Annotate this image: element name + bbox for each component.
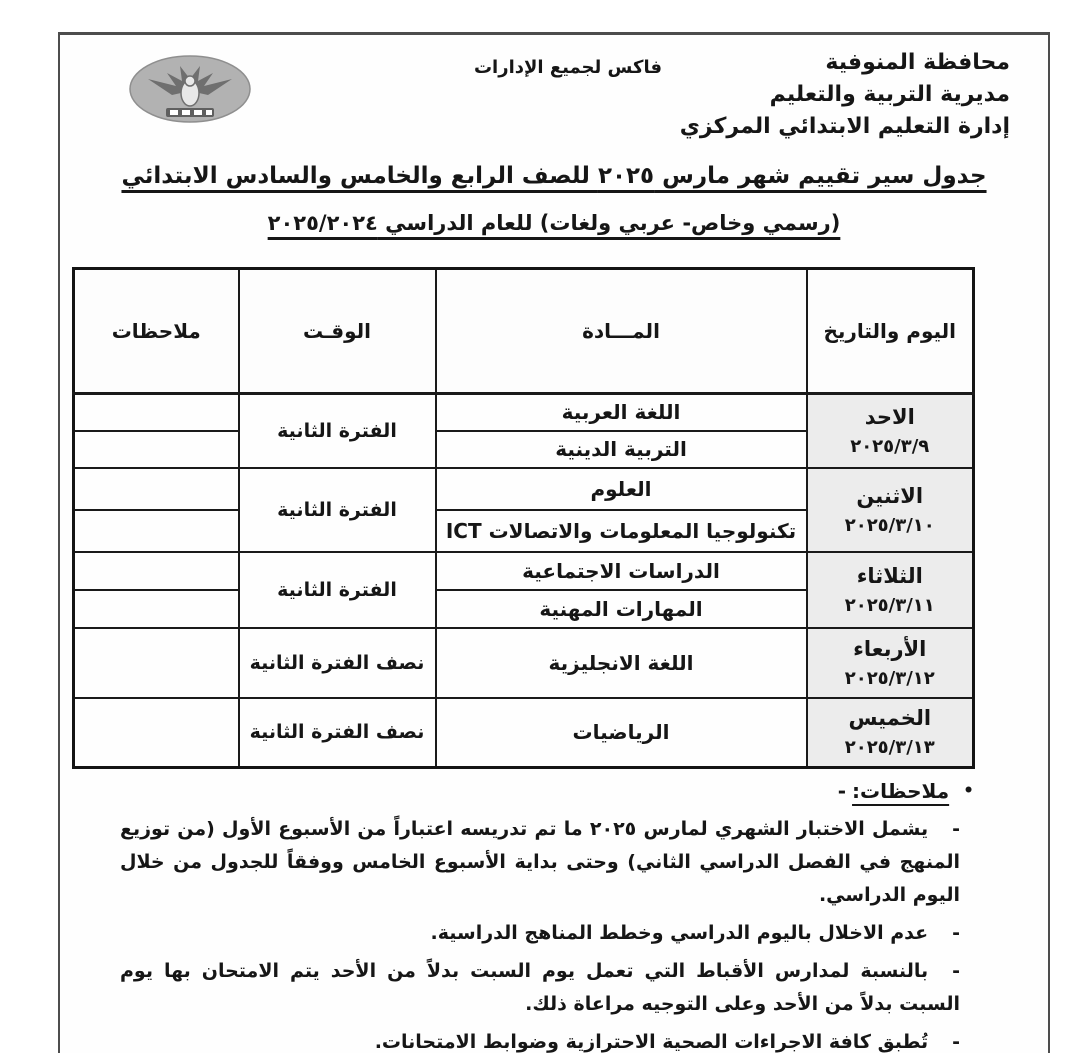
time-cell: نصف الفترة الثانية — [239, 698, 436, 768]
time-cell: الفترة الثانية — [239, 468, 436, 552]
table-row — [74, 552, 974, 590]
col-header-subject: المـــادة — [436, 269, 807, 394]
notes-cell — [74, 431, 239, 468]
notes-heading-label: ملاحظات: — [852, 779, 950, 803]
day-cell-monday — [807, 468, 974, 552]
notes-cell — [74, 628, 239, 698]
notes-cell — [74, 510, 239, 552]
dash-icon: - — [952, 818, 961, 840]
table-row — [74, 628, 974, 698]
day-name: الخميس — [848, 706, 932, 731]
notes-cell — [74, 552, 239, 590]
day-cell-thursday — [807, 698, 974, 768]
notes-cell — [74, 698, 239, 768]
day-cell-sunday — [807, 394, 974, 468]
subject-cell: التربية الدينية — [436, 431, 807, 468]
exam-schedule-table — [72, 267, 975, 769]
table-row — [74, 394, 974, 431]
time-cell: الفترة الثانية — [239, 394, 436, 468]
day-name: الاحد — [864, 404, 915, 429]
table-header-row — [74, 269, 974, 394]
notes-heading-dash: - — [837, 779, 847, 803]
note-item — [120, 917, 960, 950]
document-subtitle: (رسمي وخاص- عربي ولغات) للعام الدراسي ٢٠٢٥/٢٠٢٤ — [267, 211, 841, 235]
day-name: الثلاثاء — [856, 563, 923, 588]
subject-cell: تكنولوجيا المعلومات والاتصالات ICT — [436, 510, 807, 552]
col-header-day: اليوم والتاريخ — [807, 269, 974, 394]
notes-section — [120, 779, 974, 1064]
note-text: عدم الاخلال باليوم الدراسي وخطط المناهج الدراسية. — [430, 922, 929, 944]
note-text: يشمل الاختبار الشهري لمارس ٢٠٢٥ ما تم تدريسه اعتباراً من الأسبوع الأول (من توزيع المنهج في الفصل الدراسي الثاني) وحتى بداية الأسبوع الخامس ووفقاً للجدول من خلال اليوم الدراسي. — [120, 818, 960, 906]
org-line-directorate: مديرية التربية والتعليم — [769, 82, 1010, 107]
day-date: ٢٠٢٥/٣/١٠ — [844, 514, 935, 536]
org-line-administration: إدارة التعليم الابتدائي المركزي — [679, 114, 1010, 139]
bullet-icon: • — [963, 781, 974, 801]
note-item — [120, 813, 960, 912]
document-frame — [58, 32, 1050, 1053]
subject-cell: اللغة العربية — [436, 394, 807, 431]
time-cell: الفترة الثانية — [239, 552, 436, 628]
day-name: الأربعاء — [853, 636, 927, 661]
table-row — [74, 468, 974, 510]
note-text: بالنسبة لمدارس الأقباط التي تعمل يوم السبت بدلاً من الأحد يتم الامتحان بها يوم السبت بدلاً من الأحد وعلى التوجيه مراعاة ذلك. — [120, 960, 960, 1015]
org-line-governorate: محافظة المنوفية — [825, 50, 1010, 75]
col-header-time: الوقـت — [239, 269, 436, 394]
day-date: ٢٠٢٥/٣/٩ — [850, 435, 930, 457]
notes-cell — [74, 394, 239, 431]
day-date: ٢٠٢٥/٣/١٣ — [844, 737, 935, 759]
subject-cell: المهارات المهنية — [436, 590, 807, 628]
notes-cell — [74, 590, 239, 628]
dash-icon: - — [952, 960, 960, 982]
day-cell-tuesday — [807, 552, 974, 628]
subject-cell: العلوم — [436, 468, 807, 510]
subject-cell: الرياضيات — [436, 698, 807, 768]
day-name: الاثنين — [856, 483, 924, 508]
note-text: تُطبق كافة الاجراءات الصحية الاحترازية وضوابط الامتحانات. — [374, 1031, 929, 1053]
document-title: جدول سير تقييم شهر مارس ٢٠٢٥ للصف الرابع والخامس والسادس الابتدائي — [121, 163, 987, 189]
dash-icon: - — [952, 1031, 960, 1053]
day-date: ٢٠٢٥/٣/١١ — [844, 594, 935, 616]
dash-icon: - — [952, 922, 960, 944]
subject-cell: اللغة الانجليزية — [436, 628, 807, 698]
notes-cell — [74, 468, 239, 510]
org-header-block — [680, 47, 1010, 143]
col-header-notes: ملاحظات — [74, 269, 239, 394]
day-cell-wednesday — [807, 628, 974, 698]
time-cell: نصف الفترة الثانية — [239, 628, 436, 698]
eagle-emblem-stamp — [126, 53, 254, 129]
eagle-icon — [126, 53, 254, 129]
notes-heading — [120, 779, 974, 803]
subject-cell: الدراسات الاجتماعية — [436, 552, 807, 590]
fax-distribution-note: فاكس لجميع الإدارات — [473, 57, 663, 78]
day-date: ٢٠٢٥/٣/١٢ — [844, 667, 935, 689]
note-item — [120, 1026, 960, 1059]
table-row — [74, 698, 974, 768]
note-item — [120, 955, 960, 1021]
